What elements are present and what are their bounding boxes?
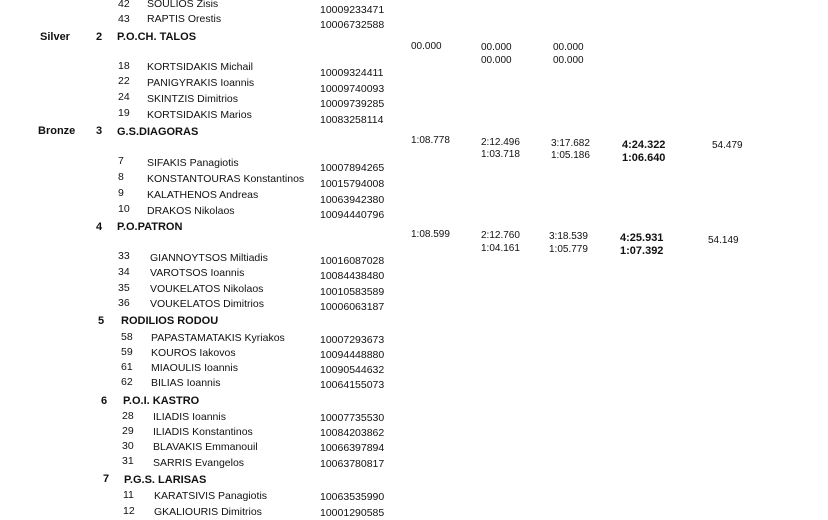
athlete-name: KARATSIVIS Panagiotis <box>154 490 268 502</box>
athlete-name: SIFAKIS Panagiotis <box>147 157 239 169</box>
athlete-name: GIANNOYTSOS Miltiadis <box>150 252 268 264</box>
split-time: 3:17.682 <box>551 138 590 149</box>
athlete-license: 10084438480 <box>320 270 385 282</box>
athlete-license: 10064155073 <box>320 379 385 391</box>
athlete-name: VAROTSOS Ioannis <box>150 267 245 279</box>
athlete-number: 28 <box>122 410 134 422</box>
athlete-name: VOUKELATOS Nikolaos <box>150 283 264 295</box>
athlete-name: MIAOULIS Ioannis <box>151 362 238 374</box>
athlete-number: 61 <box>121 361 133 373</box>
athlete-number: 42 <box>118 0 130 10</box>
split-time: 2:12.496 <box>481 137 520 148</box>
athlete-license: 10007735530 <box>320 412 385 424</box>
athlete-name: PAPASTAMATAKIS Kyriakos <box>151 332 285 344</box>
lap-time: 1:04.161 <box>481 243 520 254</box>
team-place: 6 <box>101 395 108 407</box>
athlete-number: 8 <box>118 171 124 183</box>
split-time: 2:12.760 <box>481 230 520 241</box>
athlete-name: ILIADIS Ioannis <box>153 411 226 423</box>
athlete-number: 30 <box>122 440 134 452</box>
athlete-number: 62 <box>121 376 133 388</box>
team-club: P.O.CH. TALOS <box>117 31 197 43</box>
medal-label: Silver <box>40 31 70 43</box>
lap-time: 00.000 <box>481 55 512 66</box>
athlete-number: 9 <box>118 187 124 199</box>
athlete-number: 7 <box>118 155 124 167</box>
athlete-number: 24 <box>118 91 130 103</box>
athlete-name: GKALIOURIS Dimitrios <box>154 506 262 518</box>
athlete-license: 10094448880 <box>320 349 385 361</box>
athlete-name: KALATHENOS Andreas <box>147 189 259 201</box>
athlete-license: 10090544632 <box>320 364 385 376</box>
athlete-number: 10 <box>118 203 130 215</box>
athlete-number: 19 <box>118 107 130 119</box>
athlete-number: 33 <box>118 250 130 262</box>
team-club: P.O.PATRON <box>117 221 183 233</box>
athlete-license: 10009739285 <box>320 98 385 110</box>
athlete-name: SARRIS Evangelos <box>153 457 245 469</box>
athlete-number: 59 <box>121 346 133 358</box>
athlete-name: KORTSIDAKIS Michail <box>147 61 253 73</box>
athlete-number: 11 <box>123 489 134 501</box>
athlete-name: KONSTANTOURAS Konstantinos <box>147 173 305 185</box>
athlete-license: 10001290585 <box>320 507 385 519</box>
athlete-name: VOUKELATOS Dimitrios <box>150 298 264 310</box>
athlete-license: 10009233471 <box>320 4 385 16</box>
split-time: 00.000 <box>411 41 442 52</box>
athlete-number: 29 <box>122 425 134 437</box>
team-place: 7 <box>103 473 110 485</box>
athlete-license: 10006732588 <box>320 19 385 31</box>
athlete-license: 10009324411 <box>320 67 384 79</box>
athlete-name: BILIAS Ioannis <box>151 377 221 389</box>
total-time: 4:24.322 <box>622 139 666 151</box>
avg-speed: 54.479 <box>712 140 743 151</box>
athlete-number: 34 <box>118 266 130 278</box>
athlete-name: PANIGYRAKIS Ioannis <box>147 77 255 89</box>
total-time: 4:25.931 <box>620 232 664 244</box>
athlete-number: 43 <box>118 13 130 25</box>
athlete-number: 35 <box>118 282 130 294</box>
athlete-license: 10063942380 <box>320 194 385 206</box>
athlete-license: 10084203862 <box>320 427 385 439</box>
athlete-license: 10066397894 <box>320 442 385 454</box>
lap-time: 1:03.718 <box>481 149 520 160</box>
athlete-license: 10007894265 <box>320 162 385 174</box>
team-place: 2 <box>96 31 103 43</box>
athlete-name: RAPTIS Orestis <box>147 13 222 25</box>
athlete-name: DRAKOS Nikolaos <box>147 205 235 217</box>
athlete-number: 36 <box>118 297 130 309</box>
athlete-name: SKINTZIS Dimitrios <box>147 93 239 105</box>
team-club: P.O.I. KASTRO <box>123 395 200 407</box>
athlete-name: KOUROS Iakovos <box>151 347 236 359</box>
athlete-name: BLAVAKIS Emmanouil <box>153 441 258 453</box>
athlete-name: SOULIOS Zisis <box>147 0 219 10</box>
team-club: RODILIOS RODOU <box>121 315 219 327</box>
split-time: 00.000 <box>553 42 584 53</box>
team-place: 4 <box>96 221 103 233</box>
lap-time: 00.000 <box>553 55 584 66</box>
athlete-license: 10083258114 <box>320 114 384 126</box>
athlete-license: 10015794008 <box>320 178 385 190</box>
avg-speed: 54.149 <box>708 235 739 246</box>
team-club: P.G.S. LARISAS <box>124 474 207 486</box>
athlete-number: 31 <box>122 455 134 467</box>
athlete-license: 10063780817 <box>320 458 385 470</box>
athlete-name: KORTSIDAKIS Marios <box>147 109 252 121</box>
lap-time: 1:05.779 <box>549 244 588 255</box>
athlete-number: 58 <box>121 331 133 343</box>
athlete-license: 10063535990 <box>320 491 385 503</box>
team-place: 3 <box>96 125 103 137</box>
final-lap-time: 1:07.392 <box>620 245 664 257</box>
team-place: 5 <box>98 315 105 327</box>
athlete-license: 10009740093 <box>320 83 385 95</box>
split-time: 00.000 <box>481 42 512 53</box>
athlete-license: 10016087028 <box>320 255 385 267</box>
athlete-license: 10007293673 <box>320 334 385 346</box>
split-time: 1:08.778 <box>411 135 450 146</box>
athlete-license: 10010583589 <box>320 286 385 298</box>
final-lap-time: 1:06.640 <box>622 152 666 164</box>
athlete-license: 10094440796 <box>320 209 385 221</box>
athlete-license: 10006063187 <box>320 301 385 313</box>
medal-label: Bronze <box>38 125 76 137</box>
team-club: G.S.DIAGORAS <box>117 126 199 138</box>
athlete-number: 22 <box>118 75 130 87</box>
athlete-number: 12 <box>123 505 135 517</box>
athlete-name: ILIADIS Konstantinos <box>153 426 253 438</box>
split-time: 3:18.539 <box>549 231 588 242</box>
athlete-number: 18 <box>118 60 130 72</box>
lap-time: 1:05.186 <box>551 150 590 161</box>
split-time: 1:08.599 <box>411 229 450 240</box>
